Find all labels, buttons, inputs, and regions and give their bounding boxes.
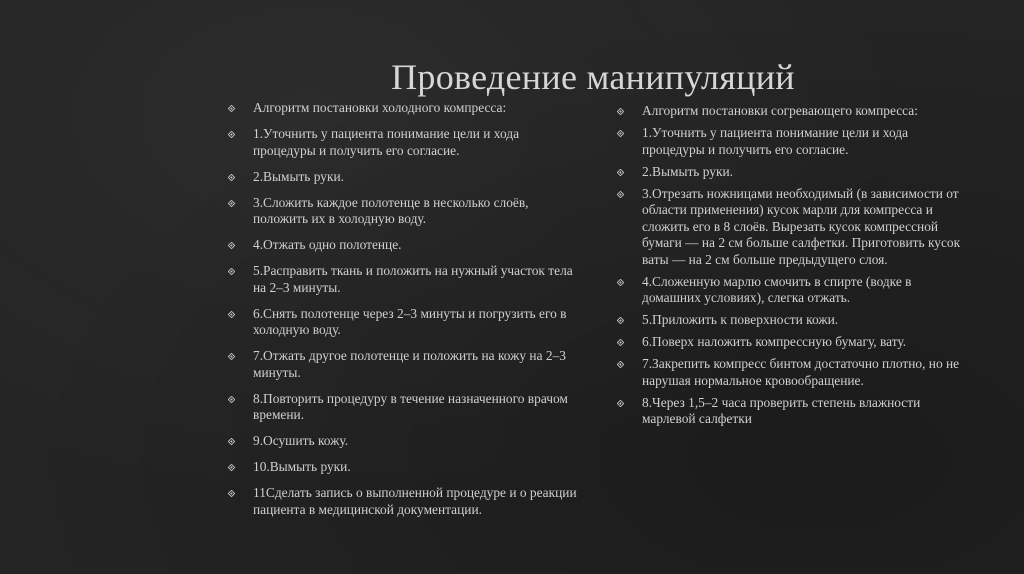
diamond-bullet-icon [228, 396, 235, 403]
diamond-bullet-icon [617, 279, 624, 286]
diamond-bullet-icon [617, 317, 624, 324]
left-column-item [228, 306, 580, 339]
left-column-item [228, 195, 580, 228]
slide-title: Проведение манипуляций [391, 57, 795, 97]
diamond-bullet-icon [617, 169, 624, 176]
left-column-item [228, 348, 580, 381]
left-column-item [228, 459, 580, 476]
diamond-bullet-icon [617, 191, 624, 198]
diamond-bullet-icon [228, 464, 235, 471]
left-column-item-text: 8.Повторить процедуру в течение назначенного врачом времени. [253, 390, 568, 422]
diamond-bullet-icon [228, 242, 235, 249]
left-column-item-text: 10.Вымыть руки. [253, 459, 351, 474]
diamond-bullet-icon [228, 353, 235, 360]
left-column-item-text: 2.Вымыть руки. [253, 168, 344, 184]
right-column-item [617, 356, 967, 389]
right-column-item-text: 1.Уточнить у пациента понимание цели и хода процедуры и получить его согласие. [642, 125, 909, 157]
right-column-item-text: 6.Поверх наложить компрессную бумагу, вату. [642, 334, 907, 349]
right-column-item-text: 2.Вымыть руки. [642, 163, 733, 179]
diamond-bullet-icon [228, 105, 235, 112]
diamond-bullet-icon [617, 339, 624, 346]
diamond-bullet-icon [228, 268, 235, 275]
left-column-item-text: 4.Отжать одно полотенце. [253, 237, 402, 252]
right-column-list [617, 103, 967, 433]
left-column-item [228, 263, 580, 296]
diamond-bullet-icon [228, 311, 235, 318]
right-column-item [617, 312, 967, 329]
left-column-list [228, 100, 580, 528]
left-column-item-text: Алгоритм постановки холодного компресса: [253, 100, 507, 115]
right-column-item-text: Алгоритм постановки согревающего компресса: [642, 103, 918, 118]
left-column-item-text: 6.Снять полотенце через 2–3 минуты и погрузить его в холодную воду. [253, 305, 567, 337]
left-column-item-text: 9.Осушить кожу. [253, 433, 349, 448]
right-column-item-text: 5.Приложить к поверхности кожи. [642, 312, 839, 327]
right-column-item [617, 164, 967, 181]
right-column-item [617, 125, 967, 158]
diamond-bullet-icon [228, 490, 235, 497]
right-column-item [617, 395, 967, 428]
left-column-item [228, 169, 580, 186]
diamond-bullet-icon [228, 200, 235, 207]
left-column-item [228, 237, 580, 254]
left-column-item [228, 485, 580, 518]
left-column-item [228, 433, 580, 450]
right-column-item-text: 8.Через 1,5–2 часа проверить степень влажности марлевой салфетки [642, 394, 921, 426]
diamond-bullet-icon [228, 174, 235, 181]
right-column-item [617, 334, 967, 351]
left-column-item [228, 100, 580, 117]
diamond-bullet-icon [228, 131, 235, 138]
left-column-item-text: 5.Расправить ткань и положить на нужный участок тела на 2–3 минуты. [253, 263, 573, 295]
diamond-bullet-icon [617, 361, 624, 368]
right-column-item [617, 186, 967, 269]
right-column-item-text: 3.Отрезать ножницами необходимый (в зависимости от области применения) кусок марли для компресса и сложить его в 8 слоёв. Вырезать кусок компрессной бумаги — на 2 см больше салфетки. Приготовить кусок ваты — на 2 см больше предыдущего слоя. [642, 185, 961, 267]
left-column-item-text: 7.Отжать другое полотенце и положить на кожу на 2–3 минуты. [253, 348, 566, 380]
left-column-item [228, 391, 580, 424]
left-column-item-text: 1.Уточнить у пациента понимание цели и хода процедуры и получить его согласие. [253, 126, 520, 158]
right-column-item-text: 7.Закрепить компресс бинтом достаточно плотно, но не нарушая нормальное кровообращение. [642, 356, 960, 388]
right-column-item [617, 274, 967, 307]
diamond-bullet-icon [617, 400, 624, 407]
diamond-bullet-icon [617, 108, 624, 115]
left-column-item-text: 11Сделать запись о выполненной процедуре и о реакции пациента в медицинской документации. [253, 485, 577, 517]
diamond-bullet-icon [228, 438, 235, 445]
right-column-item-text: 4.Сложенную марлю смочить в спирте (водке в домашних условиях), слегка отжать. [642, 273, 912, 305]
right-column-item [617, 103, 967, 120]
left-column-item [228, 126, 580, 159]
left-column-item-text: 3.Сложить каждое полотенце в несколько слоёв, положить их в холодную воду. [253, 194, 529, 226]
diamond-bullet-icon [617, 130, 624, 137]
